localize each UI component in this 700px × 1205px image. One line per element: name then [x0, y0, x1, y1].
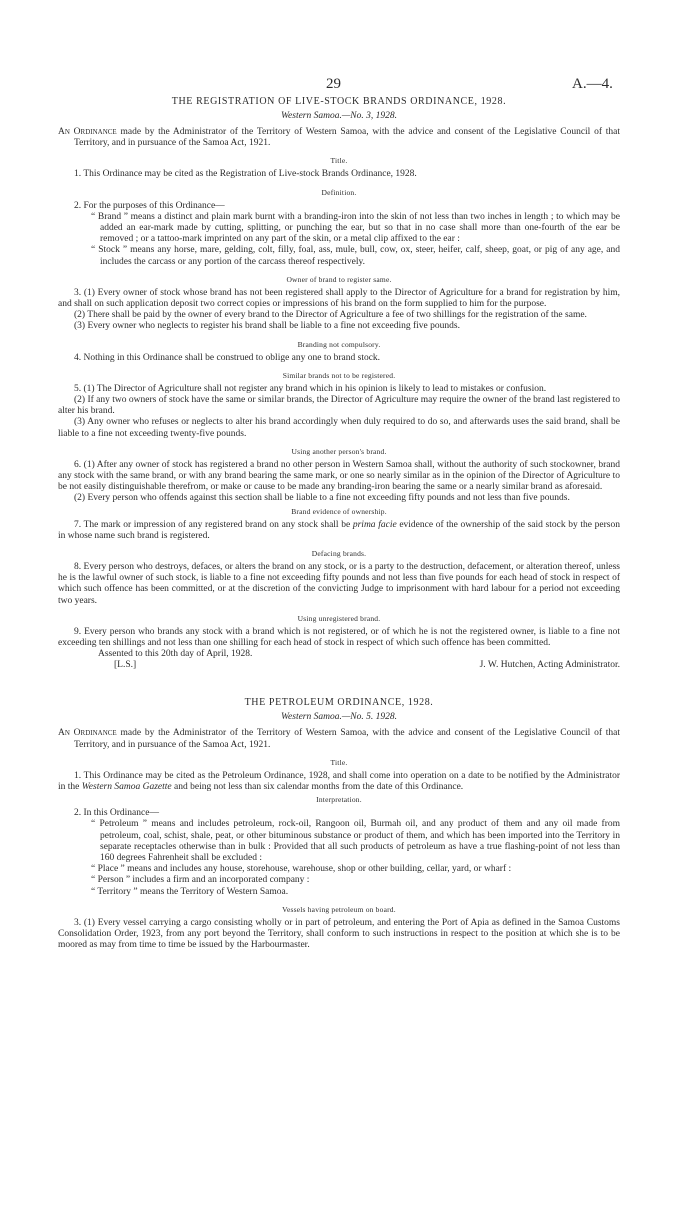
- preamble-text: made by the Administrator of the Territory of Western Samoa, with the advice and consent of the Legislative Council of that Territory, and in pursuance of the Samoa Act, 1921.: [74, 728, 621, 750]
- heading-defacing: Defacing brands.: [311, 549, 367, 559]
- section-2: 2. For the purposes of this Ordinance—: [74, 200, 225, 211]
- definitions-list: [58, 212, 620, 268]
- section-1-text-end: and being not less than six calendar months from the date of this Ordinance.: [174, 781, 464, 792]
- definitions-list: [58, 819, 620, 897]
- definition-brand: “ Brand ” means a distinct and plain mark burnt with a branding-iron into the skin of not less than two inches in length ; to which may be added an ear-mark made by cutting, splitting, or punching the ear, but so that in no case shall more than one-fourth of the ear be removed ; or a tattoo-mark imprinted on any part of the skin, or a metal clip affixed to the ear :: [91, 211, 620, 245]
- definition-stock: “ Stock ” means any horse, mare, gelding, colt, filly, foal, ass, mule, bull, cow, ox, steer, heifer, calf, sheep, goat, or pig of any age, and includes the carcass or any portion of the carcass thereof respectively.: [91, 245, 620, 267]
- seal-mark: [L.S.]: [114, 660, 137, 671]
- page-number: 29: [326, 76, 341, 92]
- heading-branding-not-compulsory: Branding not compulsory.: [297, 339, 381, 349]
- heading-unregistered: Using unregistered brand.: [297, 613, 381, 623]
- section-6-1: 6. (1) After any owner of stock has registered a brand no other person in Western Samoa shall, without the authority of such stockowner, brand any stock with the same brand, or with any brand bearing the same mark, or one so nearly similar as in the opinion of the Director of Agriculture to be not easily distinguishable therefrom, or make or cause to be made any branding-iron bearing the same or a nearly similar brand as aforesaid.: [58, 459, 620, 493]
- section-1: [58, 771, 620, 793]
- section-5-2: (2) If any two owners of stock have the same or similar brands, the Director of Agriculture may require the owner of the brand last registered to alter his brand.: [58, 395, 620, 417]
- heading-vessels: Vessels having petroleum on board.: [282, 904, 396, 914]
- heading-definition: Definition.: [321, 187, 357, 197]
- section-1-text: 1. This Ordinance may be cited as the Petroleum Ordinance, 1928, and shall come into operation on a date to be notified by the Administrator in the: [58, 770, 620, 792]
- section-4: 4. Nothing in this Ordinance shall be construed to oblige any one to brand stock.: [74, 352, 381, 363]
- heading-similar-brands: Similar brands not to be registered.: [282, 370, 396, 380]
- assent-line: Assented to this 20th day of April, 1928.: [98, 649, 253, 660]
- ordinance-subtitle: Western Samoa.—No. 3, 1928.: [280, 111, 398, 121]
- brands-ordinance: [58, 96, 620, 673]
- section-3-2: (2) There shall be paid by the owner of every brand to the Director of Agriculture a fee of two shillings for the registration of the same.: [74, 310, 587, 321]
- section-5-3: (3) Any owner who refuses or neglects to alter his brand accordingly when duly required to do so, and afterwards uses the said brand, shall be liable to a fine not exceeding twenty-five pounds.: [58, 417, 620, 439]
- section-5-1: 5. (1) The Director of Agriculture shall not register any brand which in his opinion is likely to lead to mistakes or confusion.: [74, 383, 547, 394]
- preamble: [58, 127, 620, 149]
- section-3: 3. (1) Every vessel carrying a cargo consisting wholly or in part of petroleum, and entering the Port of Apia as defined in the Samoa Customs Consolidation Order, 1923, from any port beyond the Territory, shall conform to such instructions in respect to the position at which she is to be moored as may from time to time be issued by the Harbourmaster.: [58, 917, 620, 951]
- heading-title: Title.: [330, 757, 348, 767]
- section-9: 9. Every person who brands any stock with a brand which is not registered, or of which he is not the registered owner, is liable to a fine not exceeding ten shillings and not less than one shilling for each head of stock in respect of which such offence has been committed.: [58, 626, 620, 649]
- page-body: [58, 74, 620, 951]
- ordinance-subtitle: Western Samoa.—No. 5. 1928.: [280, 712, 398, 723]
- section-3-3: (3) Every owner who neglects to register his brand shall be liable to a fine not exceeding five pounds.: [74, 321, 460, 332]
- signature-block: [58, 649, 620, 673]
- preamble-text: made by the Administrator of the Territory of Western Samoa, with the advice and consent of the Legislative Council of that Territory, and in pursuance of the Samoa Act, 1921.: [74, 127, 621, 149]
- section-7: [58, 520, 620, 542]
- section-1: 1. This Ordinance may be cited as the Registration of Live-stock Brands Ordinance, 1928.: [74, 169, 417, 180]
- petroleum-ordinance: [58, 697, 620, 951]
- signatory: J. W. Hutchen, Acting Administrator.: [479, 660, 620, 671]
- ordinance-title: THE PETROLEUM ORDINANCE, 1928.: [244, 697, 434, 709]
- section-3-1: 3. (1) Every owner of stock whose brand has not been registered shall apply to the Director of Agriculture for a brand for registration by him, and shall on such application deposit two correct copies or impressions of his brand on the form supplied to him for the purpose.: [58, 287, 620, 310]
- ordinance-title: THE REGISTRATION OF LIVE-STOCK BRANDS ORDINANCE, 1928.: [171, 96, 507, 107]
- definition-territory: “ Territory ” means the Territory of Western Samoa.: [91, 886, 289, 897]
- heading-interpretation: Interpretation.: [316, 795, 362, 805]
- heading-brand-evidence: Brand evidence of ownership.: [291, 506, 387, 516]
- section-7-text-end: evidence of the ownership of the said stock by the person in whose name such brand is registered.: [58, 519, 620, 541]
- definition-petroleum: “ Petroleum ” means and includes petroleum, rock-oil, Rangoon oil, Burmah oil, and any product of them and any oil made from petroleum, coal, schist, shale, peat, or other bituminous substance or product of them, and which has been imported into the Territory in separate receptacles otherwise than in bulk : Provided that all such products of petroleum as have a true flashing-point of not less than 160 degrees Fahrenheit shall be excluded :: [91, 819, 620, 863]
- heading-using-another-brand: Using another person's brand.: [291, 446, 387, 456]
- preamble: [58, 728, 620, 750]
- section-6-2: (2) Every person who offends against this section shall be liable to a fine not exceeding fifty pounds and not less than five pounds.: [74, 493, 570, 504]
- definition-person: “ Person ” includes a firm and an incorporated company :: [91, 875, 310, 886]
- section-7-text: 7. The mark or impression of any registered brand on any stock shall be: [74, 519, 351, 530]
- preamble-lead: An Ordinance: [58, 127, 117, 137]
- heading-owner-register: Owner of brand to register same.: [286, 274, 392, 284]
- section-2: 2. In this Ordinance—: [74, 808, 159, 819]
- section-8: 8. Every person who destroys, defaces, or alters the brand on any stock, or is a party to the destruction, defacement, or alteration thereof, unless he is the lawful owner of such stock, is liable to a fine not exceeding fifty pounds and not less than five pounds for each head of stock in respect of which such offence has been committed, or at the discretion of the convicting Judge to imprisonment with hard labour for a period not exceeding two years.: [58, 562, 620, 606]
- preamble-lead: An Ordinance: [58, 728, 117, 739]
- heading-title: Title.: [330, 156, 348, 166]
- document-reference: A.—4.: [572, 76, 613, 92]
- section-1-emphasis: Western Samoa Gazette: [81, 781, 172, 792]
- definition-place: “ Place ” means and includes any house, storehouse, warehouse, shop or other building, cellar, yard, or wharf :: [91, 864, 512, 875]
- section-7-emphasis: prima facie: [352, 519, 397, 530]
